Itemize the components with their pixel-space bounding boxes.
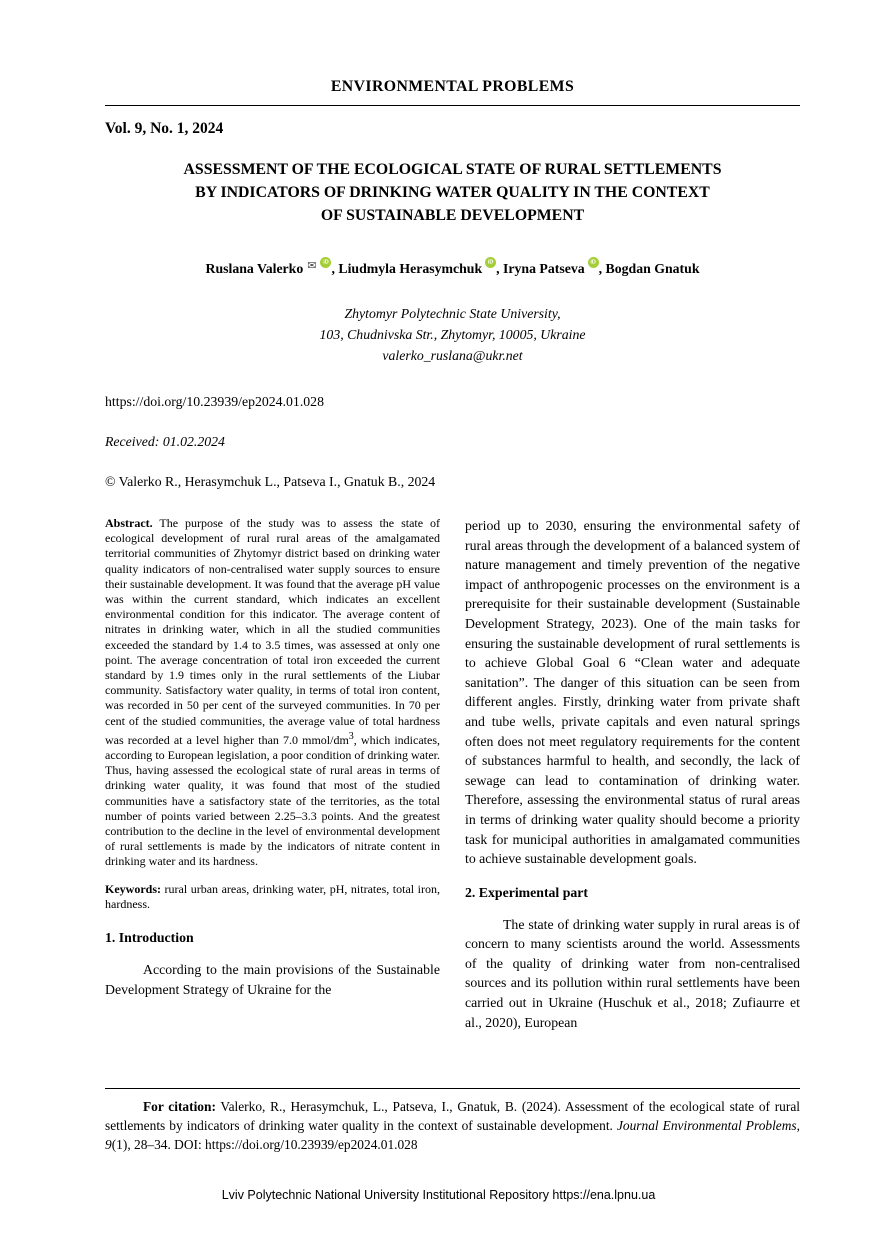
volume-info: Vol. 9, No. 1, 2024 <box>105 120 224 137</box>
author-name: , Bogdan Gnatuk <box>598 261 700 276</box>
article-title-line: BY INDICATORS OF DRINKING WATER QUALITY IN THE CONTEXT <box>195 184 710 201</box>
repository-footer-link[interactable]: Lviv Polytechnic National University Institutional Repository https://ena.lpnu.ua <box>221 1188 656 1202</box>
header-divider <box>105 105 800 106</box>
section-heading-experimental: 2. Experimental part <box>465 884 589 900</box>
author-name: , Iryna Patseva <box>496 261 585 276</box>
abstract-label: Abstract. <box>105 516 153 530</box>
right-column <box>465 516 800 1032</box>
authors-line <box>105 257 800 277</box>
copyright-line: © Valerko R., Herasymchuk L., Patseva I., Gnatuk B., 2024 <box>105 474 436 489</box>
footer-divider <box>105 1088 800 1089</box>
abstract-superscript: 3 <box>348 730 354 742</box>
two-column-body <box>105 516 800 1068</box>
affiliation-line: Zhytomyr Polytechnic State University, <box>344 306 561 321</box>
citation-text: Valerko, R., Herasymchuk, L., Patseva, I., Gnatuk, B. (2024). Assessment of the ecological state of rural settlements by indicators of drinking water quality in the context of sustainable development. <box>105 1099 800 1134</box>
doi-link[interactable]: https://doi.org/10.23939/ep2024.01.028 <box>105 394 324 409</box>
article-title-line: OF SUSTAINABLE DEVELOPMENT <box>320 207 585 224</box>
orcid-icon-label: iD <box>323 258 329 265</box>
abstract-text: The purpose of the study was to assess the state of ecological development of rural rural areas of the amalgamated territorial communities of Zhytomyr district based on drinking water quality indicators of non-centralised water supply sources to ensure their sustainable development. It was found that the average pH value was within the current standard, which indicates an excellent environmental condition for this indicator. The average content of nitrates in drinking water, which in all the studied communities exceeded the standard by 1.4 to 3.5 times, was assessed at only one point. The average concentration of total iron exceeded the current standard by 1.9 times only in the rural settlements of the Liubar community. Satisfactory water quality, in terms of total iron content, was recorded in 50 per cent of the surveyed communities. In 70 per cent of the studied communities, the average value of total hardness was recorded at a level higher than 7.0 mmol/dm <box>105 516 440 747</box>
keywords-text: rural urban areas, drinking water, pH, nitrates, total iron, hardness. <box>105 881 440 911</box>
citation-rest: (1), 28–34. DOI: https://doi.org/10.23939/ep2024.01.028 <box>111 1137 418 1153</box>
article-title <box>105 158 800 227</box>
keywords-paragraph <box>105 882 440 912</box>
author-name: Ruslana Valerko <box>205 261 304 276</box>
received-date: Received: 01.02.2024 <box>105 434 225 449</box>
affiliation-block <box>105 303 800 366</box>
section-heading-introduction: 1. Introduction <box>105 930 194 946</box>
author-name: , Liudmyla Herasymchuk <box>331 261 483 276</box>
orcid-icon-label: iD <box>590 258 596 265</box>
citation-paragraph <box>105 1097 800 1155</box>
experimental-paragraph: The state of drinking water supply in rural areas is of concern to many scientists around the world. Assessments of the quality of drinking water from non-centralised sources and its pollution within rural settlements have been carried out in Ukraine (Huschuk et al., 2018; Zufiaurre et al., 2020), European <box>465 916 800 1030</box>
orcid-icon[interactable] <box>588 257 599 268</box>
citation-volume: 9 <box>105 1137 112 1153</box>
email-icon[interactable]: ✉ <box>307 260 317 272</box>
introduction-paragraph: According to the main provisions of the Sustainable Development Strategy of Ukraine for the <box>105 962 440 997</box>
citation-journal-name: Journal Environmental Problems <box>616 1118 797 1134</box>
keywords-label: Keywords: <box>105 881 161 896</box>
author-email[interactable]: valerko_ruslana@ukr.net <box>382 348 523 363</box>
citation-separator: , <box>796 1118 800 1134</box>
journal-name: ENVIRONMENTAL PROBLEMS <box>330 78 575 95</box>
affiliation-line: 103, Chudnivska Str., Zhytomyr, 10005, Ukraine <box>319 327 586 342</box>
orcid-icon[interactable] <box>485 257 496 268</box>
article-title-line: ASSESSMENT OF THE ECOLOGICAL STATE OF RURAL SETTLEMENTS <box>183 161 722 178</box>
abstract-text: , which indicates, according to European legislation, a poor condition of drinking water. Thus, having assessed the ecological state of rural areas in terms of drinking water quality, it was found that most of the studied communities have a satisfactory state of the territories, as the total number of points varied between 2.25–3.3 points. And the greatest contribution to the decline in the level of environmental development of rural settlements is made by the indicators of nitrate content in drinking water and its hardness. <box>105 732 440 869</box>
left-column <box>105 516 440 999</box>
introduction-paragraph-continued: period up to 2030, ensuring the environmental safety of rural areas through the development of a balanced system of nature management and timely prevention of the negative impact of anthropogenic processes on the environment is a prerequisite for their sustainable development (Sustainable Development Strategy, 2023). One of the main tasks for ensuring the sustainable development of rural settlements is to achieve Global Goal 6 “Clean water and adequate sanitation”. The danger of this situation can be seen from different angles. Firstly, drinking water from private shaft and tube wells, private capitals and even natural springs often does not meet regulatory requirements for the content of substances harmful to health, and secondly, the lack of sewage can lead to contamination of drinking water. Therefore, assessing the environmental status of rural areas in terms of drinking water quality should become a priority task for municipal authorities in amalgamated communities to achieve sustainable development goals. <box>465 518 800 867</box>
orcid-icon[interactable] <box>320 257 331 268</box>
orcid-icon-label: iD <box>487 258 494 265</box>
abstract-paragraph <box>105 516 440 870</box>
citation-label: For citation: <box>143 1099 216 1114</box>
